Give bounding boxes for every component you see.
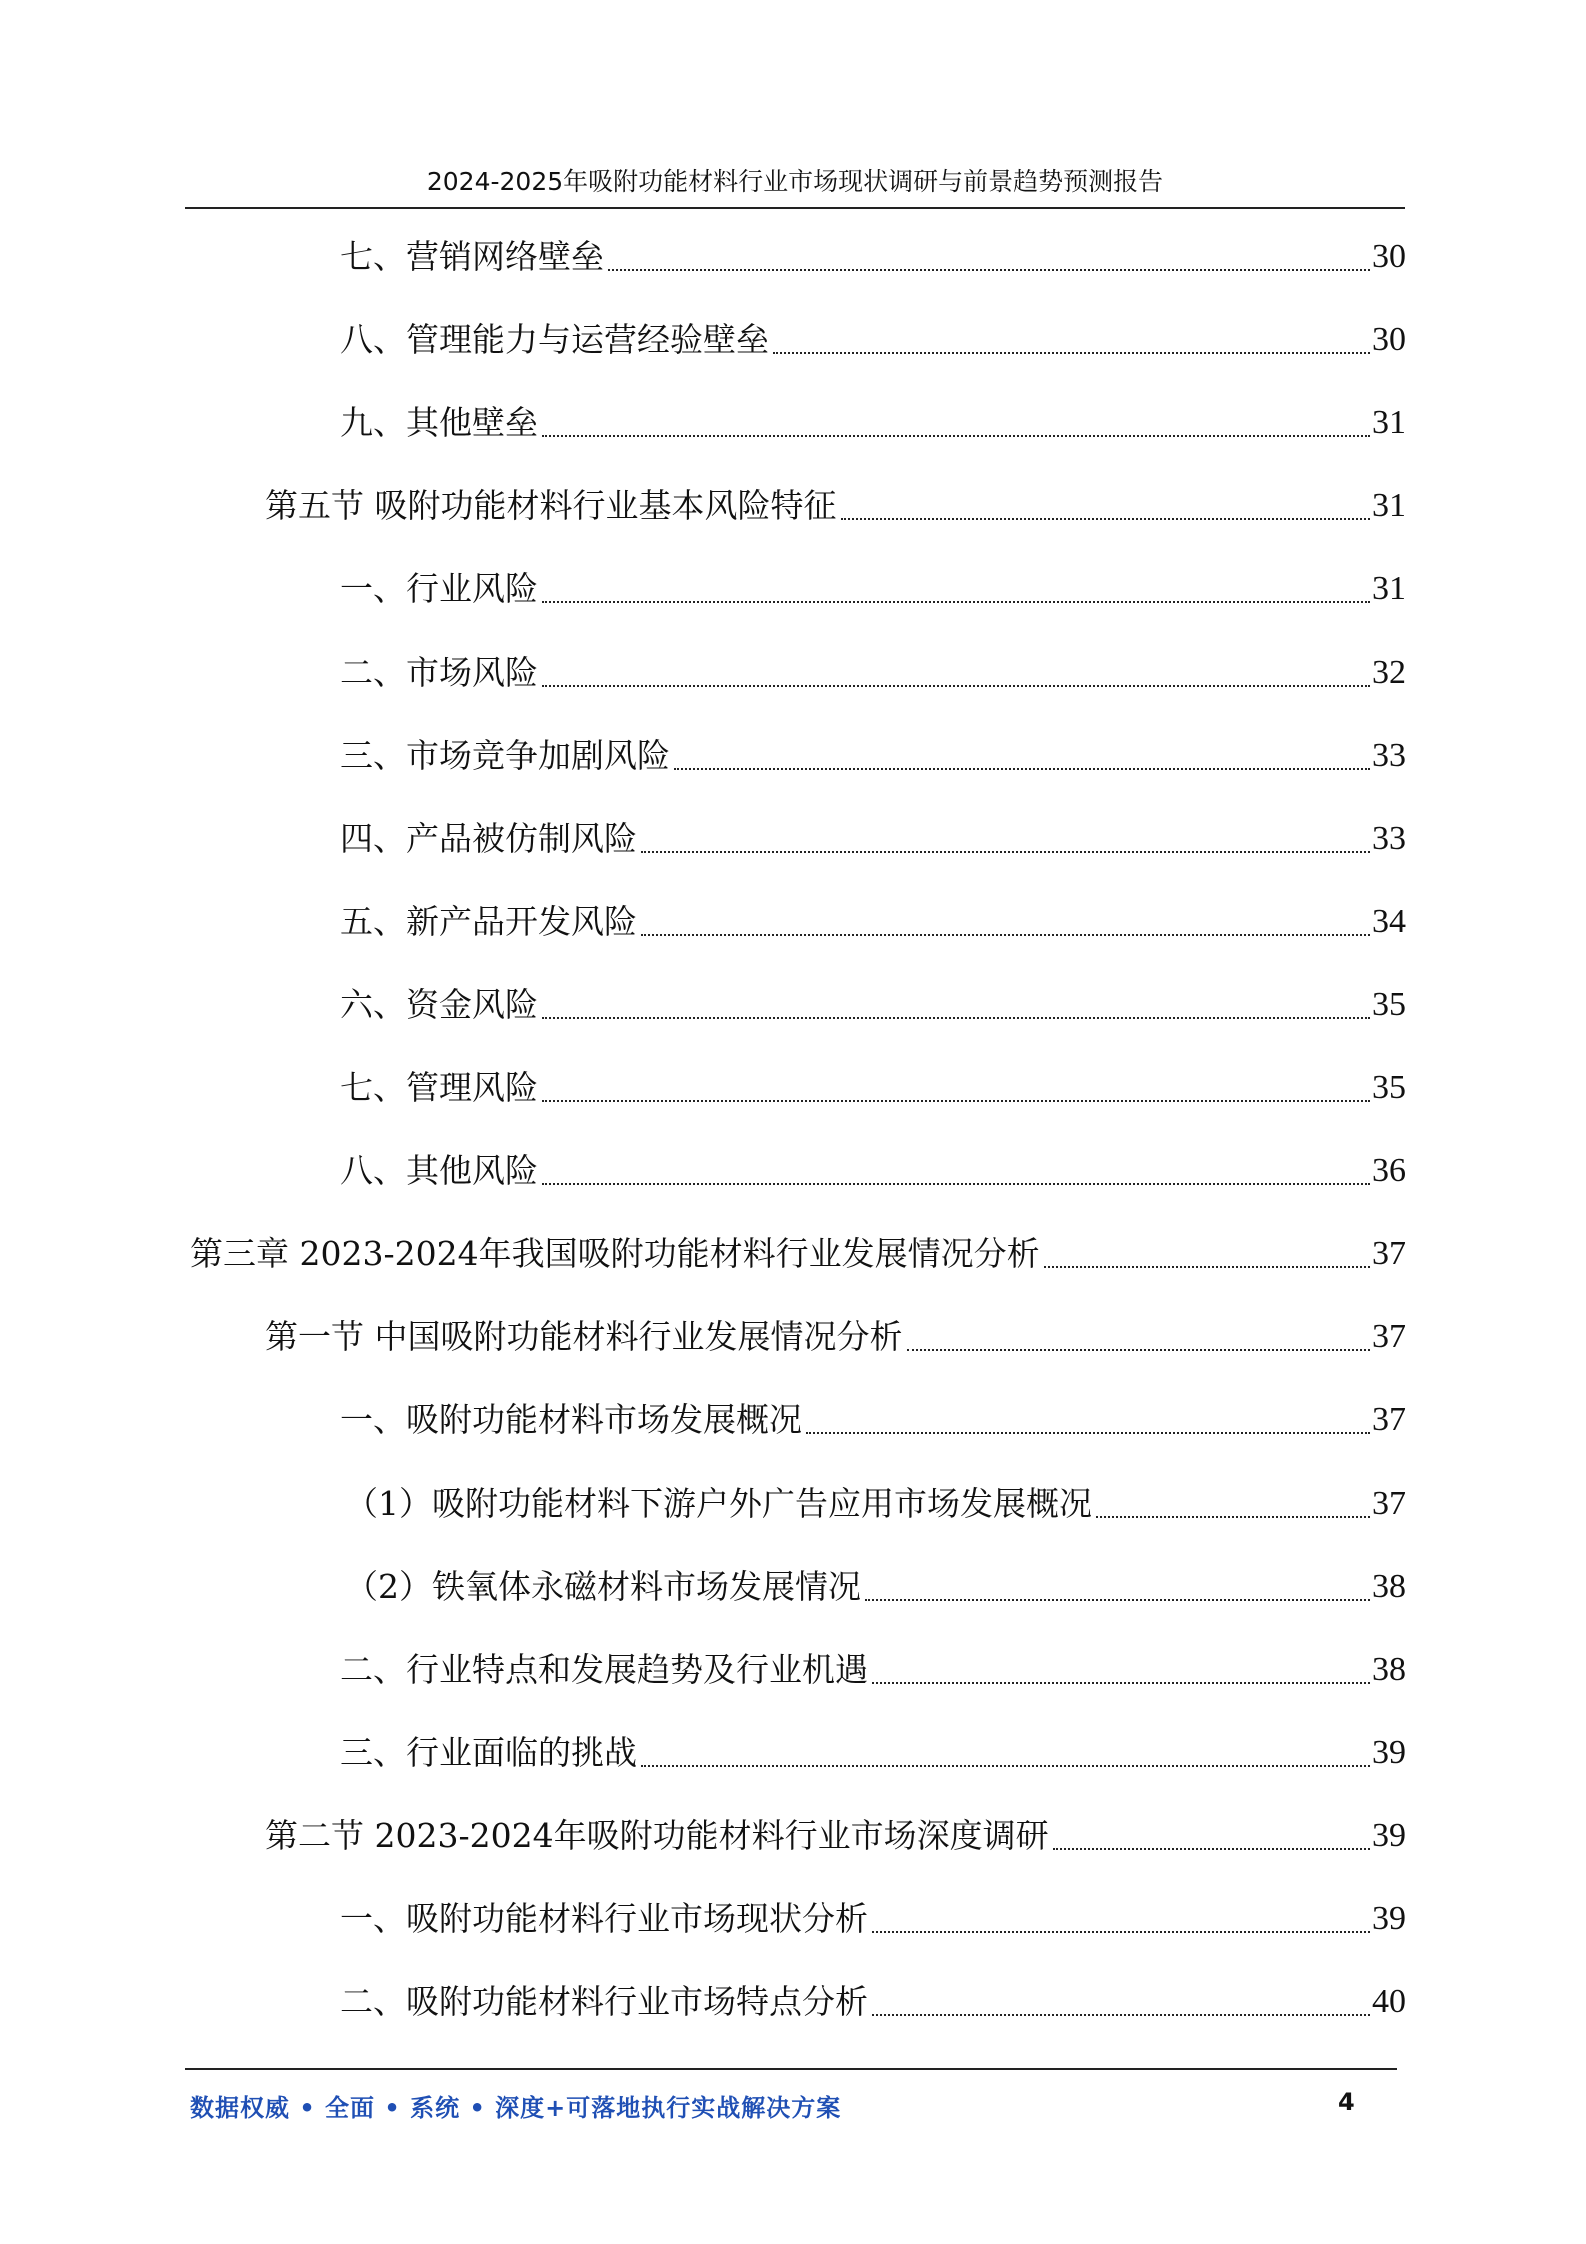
toc-entry[interactable] [340,1395,1406,1445]
toc-entry-page: 38 [1372,1567,1406,1605]
toc-entry-page: 39 [1372,1733,1406,1771]
toc-entry[interactable] [340,897,1406,947]
toc-entry-title: 一、吸附功能材料市场发展概况 [340,1395,806,1445]
toc-entry[interactable] [340,648,1406,698]
toc-entry-page: 40 [1372,1983,1406,2021]
toc-dot-leader [1096,1516,1370,1518]
toc-entry-page: 30 [1372,238,1406,275]
toc-entry-title: 八、其他风险 [340,1146,542,1196]
toc-entry-title: 二、行业特点和发展趋势及行业机遇 [340,1645,872,1695]
toc-entry-title: 四、产品被仿制风险 [340,814,641,864]
toc-entry-title: 八、管理能力与运营经验壁垒 [340,315,773,365]
toc-dot-leader [641,851,1370,853]
toc-entry[interactable] [345,1562,1406,1612]
toc-dot-leader [542,1017,1370,1019]
toc-entry-page: 37 [1372,1484,1406,1522]
toc-dot-leader [542,601,1370,603]
toc-entry[interactable] [340,1146,1406,1196]
toc-dot-leader [773,352,1370,354]
toc-entry-page: 38 [1372,1650,1406,1688]
toc-dot-leader [907,1349,1371,1351]
toc-entry-page: 37 [1372,1235,1406,1273]
toc-entry[interactable] [340,315,1406,365]
toc-entry-title: （2）铁氧体永磁材料市场发展情况 [345,1562,865,1612]
toc-dot-leader [872,1682,1370,1684]
toc-entry-page: 34 [1372,902,1406,940]
toc-entry-page: 37 [1372,1401,1406,1439]
toc-dot-leader [1053,1848,1370,1850]
page-header-title: 2024-2025年吸附功能材料行业市场现状调研与前景趋势预测报告 [426,167,1164,196]
page-number: 4 [1338,2088,1355,2116]
toc-entry[interactable] [340,232,1406,282]
toc-entry-title: 第五节 吸附功能材料行业基本风险特征 [265,481,841,531]
toc-entry[interactable] [340,1977,1406,2027]
toc-dot-leader [641,1765,1370,1767]
toc-dot-leader [841,518,1371,520]
toc-entry[interactable] [340,1645,1406,1695]
toc-entry-title: 第二节 2023-2024年吸附功能材料行业市场深度调研 [265,1811,1053,1861]
toc-dot-leader [674,768,1370,770]
toc-dot-leader [641,934,1370,936]
toc-entry-title: 第一节 中国吸附功能材料行业发展情况分析 [265,1312,907,1362]
toc-dot-leader [806,1432,1370,1434]
toc-entry-page: 35 [1372,1069,1406,1106]
toc-entry-title: 六、资金风险 [340,980,542,1030]
toc-dot-leader [542,1183,1370,1185]
toc-entry-title: 三、市场竞争加剧风险 [340,731,674,781]
toc-entry-page: 39 [1372,1900,1406,1937]
toc-entry-page: 39 [1372,1816,1406,1854]
toc-entry[interactable] [340,564,1406,614]
toc-entry[interactable] [340,814,1406,864]
toc-entry-title: 二、吸附功能材料行业市场特点分析 [340,1977,872,2027]
toc-entry[interactable] [265,1312,1406,1362]
toc-entry[interactable] [340,980,1406,1030]
toc-entry-page: 32 [1372,653,1406,691]
toc-entry-title: （1）吸附功能材料下游户外广告应用市场发展概况 [345,1479,1096,1529]
toc-entry-page: 31 [1372,487,1406,525]
toc-entry[interactable] [340,398,1406,448]
toc-dot-leader [542,435,1370,437]
footer-slogan: 数据权威 • 全面 • 系统 • 深度+可落地执行实战解决方案 [190,2094,842,2122]
toc-entry-page: 30 [1372,321,1406,359]
toc-entry[interactable] [340,1728,1406,1778]
toc-entry-page: 35 [1372,985,1406,1023]
toc-dot-leader [542,685,1370,687]
toc-entry-page: 36 [1372,1152,1406,1190]
toc-entry-title: 三、行业面临的挑战 [340,1728,641,1778]
toc-entry-page: 31 [1372,570,1406,608]
footer-divider [185,2068,1397,2070]
toc-entry-title: 七、营销网络壁垒 [340,232,608,282]
toc-dot-leader [1044,1266,1370,1268]
toc-dot-leader [608,269,1370,271]
toc-dot-leader [872,2014,1370,2016]
toc-entry[interactable] [340,1894,1406,1944]
toc-dot-leader [542,1100,1370,1102]
toc-entry-title: 二、市场风险 [340,648,542,698]
toc-entry[interactable] [190,1229,1406,1279]
toc-entry[interactable] [345,1479,1406,1529]
toc-entry[interactable] [340,1063,1406,1113]
toc-entry-page: 37 [1372,1318,1406,1356]
toc-entry[interactable] [265,481,1406,531]
toc-entry-page: 33 [1372,736,1406,774]
toc-dot-leader [865,1599,1370,1601]
toc-entry-page: 31 [1372,404,1406,442]
toc-dot-leader [872,1931,1370,1933]
toc-entry[interactable] [265,1811,1406,1861]
toc-entry-title: 第三章 2023-2024年我国吸附功能材料行业发展情况分析 [190,1229,1044,1279]
toc-entry-title: 七、管理风险 [340,1063,542,1113]
toc-entry-title: 九、其他壁垒 [340,398,542,448]
toc-entry-page: 33 [1372,819,1406,857]
toc-entry-title: 五、新产品开发风险 [340,897,641,947]
toc-entry-title: 一、行业风险 [340,564,542,614]
toc-entry[interactable] [340,731,1406,781]
toc-entry-title: 一、吸附功能材料行业市场现状分析 [340,1894,872,1944]
